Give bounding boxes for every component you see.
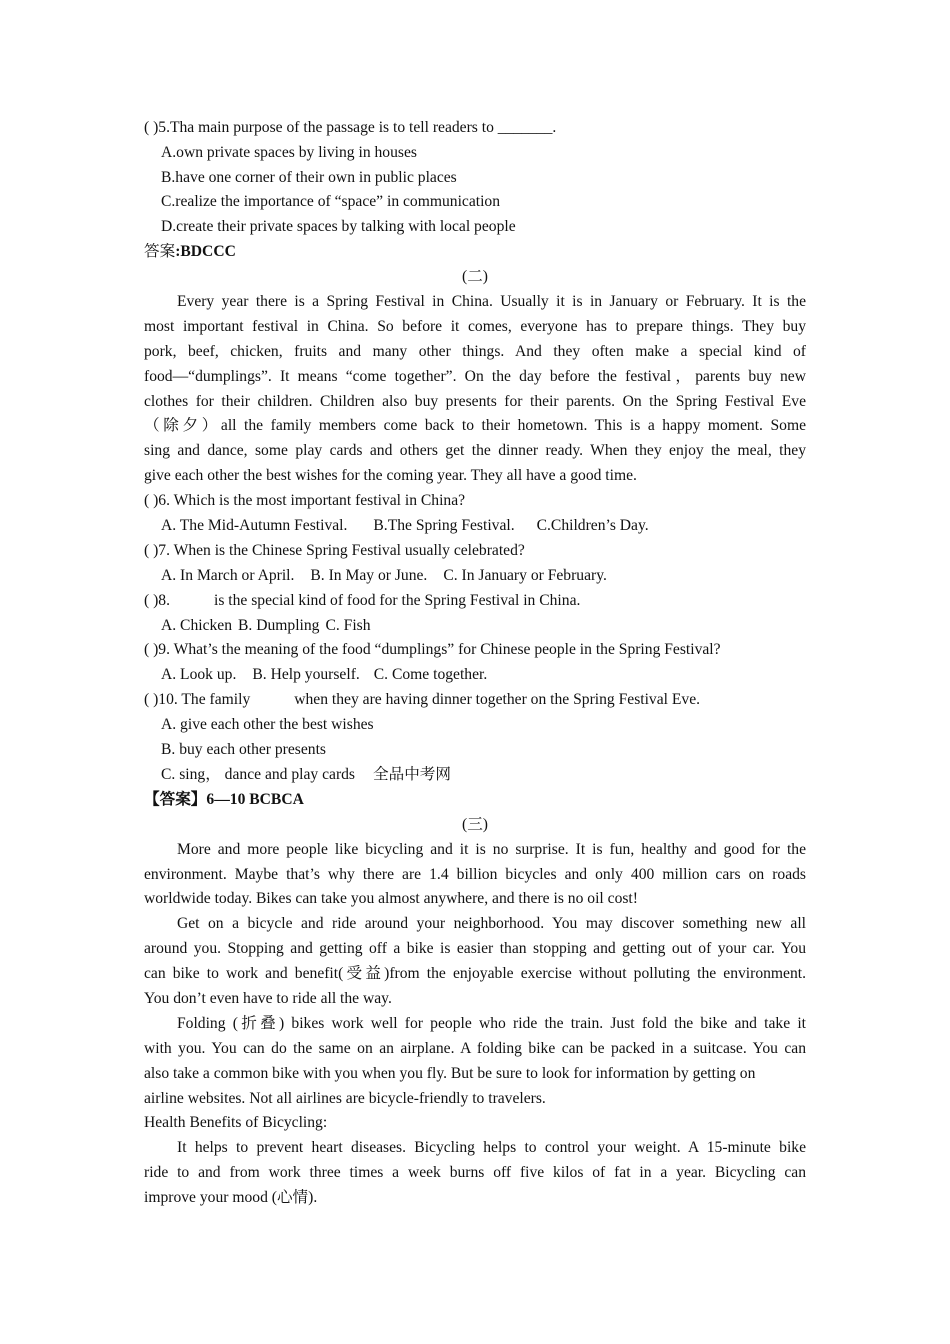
question-5-option-d: D.create their private spaces by talking with local people (161, 218, 516, 235)
question-9-stem: ( )9. What’s the meaning of the food “dumplings” for Chinese people in the Spring Festival? (144, 641, 721, 658)
section-3-para-1-line: worldwide today. Bikes can take you almost anywhere, and there is no oil cost! (144, 890, 638, 907)
section-3-subheading: Health Benefits of Bicycling: (144, 1114, 328, 1131)
section-3-para-3-line: Folding (折叠) bikes work well for people who ride the train. Just fold the bike and take it (177, 1015, 806, 1032)
question-8-option-b: B. Dumpling (238, 617, 320, 634)
section-2-passage-line: pork, beef, chicken, fruits and many other things. And they often make a special kind of (144, 343, 806, 360)
question-10-stem (144, 688, 806, 713)
question-7-option-a: A. In March or April. (161, 567, 295, 584)
question-8-prefix: ( )8. (144, 592, 170, 609)
section-2-passage-line: （除夕）all the family members come back to their hometown. This is a happy moment. Some (144, 417, 806, 434)
section-3-para-4-line: improve your mood (心情). (144, 1189, 318, 1206)
question-10-option-c-line (161, 763, 806, 788)
question-5-option-c: C.realize the importance of “space” in communication (161, 193, 501, 210)
section-3-para-3-line: airline websites. Not all airlines are bicycle-friendly to travelers. (144, 1090, 546, 1107)
answer-key-1-value: :BDCCC (175, 243, 236, 260)
question-7-options (161, 564, 806, 589)
section-3-para-4-line: ride to and from work three times a week burns off five kilos of fat in a year. Bicycling can (144, 1164, 806, 1181)
question-10-suffix: when they are having dinner together on the Spring Festival Eve. (294, 691, 701, 708)
question-10-prefix: ( )10. The family (144, 691, 251, 708)
question-8-options (161, 614, 806, 639)
question-6-option-b: B.The Spring Festival. (373, 517, 515, 534)
section-3-para-2-line: You don’t even have to ride all the way. (144, 990, 392, 1007)
question-9-option-a: A. Look up. (161, 666, 237, 683)
question-10-option-c: C. sing， dance and play cards (161, 766, 356, 783)
section-3-para-4-line: It helps to prevent heart diseases. Bicycling helps to control your weight. A 15-minute bike (177, 1139, 806, 1156)
section-2-passage-line: Every year there is a Spring Festival in China. Usually it is in January or February. It is the (177, 293, 806, 310)
question-7-option-b: B. In May or June. (310, 567, 428, 584)
section-2-passage-line: clothes for their children. Children also buy presents for their parents. On the Spring Festival Eve (144, 393, 806, 410)
question-5-stem: ( )5.Tha main purpose of the passage is to tell readers to _______. (144, 119, 557, 136)
section-3-para-1-line: environment. Maybe that’s why there are 1.4 billion bicycles and only 400 million cars on roads (144, 866, 806, 883)
question-8-option-a: A. Chicken (161, 617, 233, 634)
answer-key-2-value: 6—10 BCBCA (206, 791, 304, 808)
answer-key-1 (144, 240, 806, 265)
section-2-heading: (二) (462, 268, 488, 285)
question-5-option-b: B.have one corner of their own in public places (161, 169, 457, 186)
question-10-option-b: B. buy each other presents (161, 741, 326, 758)
question-9-option-c: C. Come together. (373, 666, 488, 683)
question-6-option-c: C.Children’s Day. (536, 517, 649, 534)
question-6-option-a: A. The Mid-Autumn Festival. (161, 517, 348, 534)
answer-key-2-label: 【答案】 (144, 791, 207, 808)
question-5-option-a: A.own private spaces by living in houses (161, 144, 417, 161)
section-3-para-2-line: around you. Stopping and getting off a bike is easier than stopping and getting out of your car. You (144, 940, 806, 957)
section-2-passage-line: give each other the best wishes for the coming year. They all have a good time. (144, 467, 637, 484)
section-3-para-3-line: with you. You can do the same on an airplane. A folding bike can be packed in a suitcase. You can (144, 1040, 806, 1057)
section-3-para-1-line: More and more people like bicycling and it is no surprise. It is fun, healthy and good for the (177, 841, 806, 858)
question-8-option-c: C. Fish (325, 617, 371, 634)
section-3-para-2-line: can bike to work and benefit(受益)from the enjoyable exercise without polluting the environment. (144, 965, 806, 982)
question-8-stem (144, 589, 806, 614)
watermark-text: 全品中考网 (373, 766, 451, 783)
question-7-stem: ( )7. When is the Chinese Spring Festival usually celebrated? (144, 542, 525, 559)
answer-key-1-label: 答案 (144, 243, 176, 260)
question-10-option-a: A. give each other the best wishes (161, 716, 374, 733)
question-9-options (161, 663, 806, 688)
section-2-passage-line: most important festival in China. So before it comes, everyone has to prepare things. They buy (144, 318, 806, 335)
question-9-option-b: B. Help yourself. (252, 666, 360, 683)
question-8-suffix: is the special kind of food for the Spring Festival in China. (213, 592, 581, 609)
question-7-option-c: C. In January or February. (443, 567, 607, 584)
section-3-heading: (三) (462, 816, 488, 833)
question-6-options (161, 514, 806, 539)
question-6-stem: ( )6. Which is the most important festival in China? (144, 492, 466, 509)
section-3-para-3-line: also take a common bike with you when you fly. But be sure to look for information by getting on (144, 1065, 756, 1082)
answer-key-2 (144, 788, 806, 813)
section-2-passage-line: food—“dumplings”. It means “come together”. On the day before the festival，parents buy new (144, 368, 806, 385)
section-2-passage-line: sing and dance, some play cards and others get the dinner ready. When they enjoy the meal, they (144, 442, 806, 459)
section-3-para-2-line: Get on a bicycle and ride around your neighborhood. You may discover something new all (177, 915, 806, 932)
